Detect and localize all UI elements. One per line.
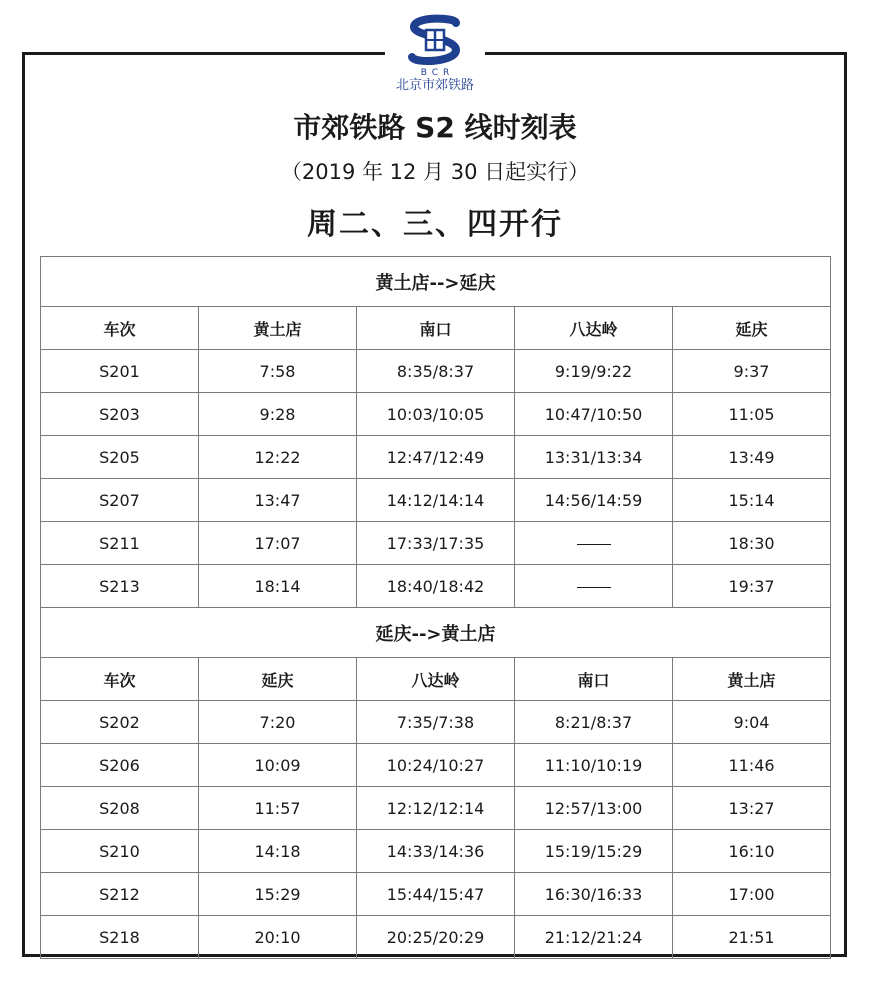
train-number: S201: [41, 350, 199, 393]
time-cell: 12:47/12:49: [357, 436, 515, 479]
logo-abbreviation: BCR: [420, 68, 455, 78]
section-title: 黄土店-->延庆: [41, 257, 831, 307]
bcr-logo: [385, 6, 485, 104]
time-cell: 21:12/21:24: [515, 916, 673, 959]
time-cell: 18:30: [673, 522, 831, 565]
column-header: 车次: [41, 307, 199, 350]
time-cell: 15:29: [199, 873, 357, 916]
time-cell: 13:27: [673, 787, 831, 830]
time-cell: 15:44/15:47: [357, 873, 515, 916]
time-cell: 15:19/15:29: [515, 830, 673, 873]
time-cell: 13:49: [673, 436, 831, 479]
time-cell: 17:33/17:35: [357, 522, 515, 565]
time-cell: 15:14: [673, 479, 831, 522]
section-header-row: [41, 608, 831, 658]
table-row: [41, 565, 831, 608]
train-number: S207: [41, 479, 199, 522]
time-cell: 9:37: [673, 350, 831, 393]
time-cell: 20:10: [199, 916, 357, 959]
table-row: [41, 393, 831, 436]
no-stop-cell: [515, 565, 673, 608]
time-cell: 21:51: [673, 916, 831, 959]
train-number: S206: [41, 744, 199, 787]
time-cell: 7:20: [199, 701, 357, 744]
table-row: [41, 744, 831, 787]
time-cell: 16:30/16:33: [515, 873, 673, 916]
time-cell: 17:00: [673, 873, 831, 916]
column-header: 黄土店: [673, 658, 831, 701]
time-cell: 14:56/14:59: [515, 479, 673, 522]
logo-name: 北京市郊铁路: [395, 78, 474, 93]
section-header-row: [41, 257, 831, 307]
time-cell: 10:03/10:05: [357, 393, 515, 436]
table-row: [41, 916, 831, 959]
no-stop-dash: [577, 587, 611, 588]
time-cell: 11:05: [673, 393, 831, 436]
table-row: [41, 873, 831, 916]
time-cell: 8:35/8:37: [357, 350, 515, 393]
table-row: [41, 787, 831, 830]
time-cell: 13:31/13:34: [515, 436, 673, 479]
table-row: [41, 350, 831, 393]
time-cell: 7:35/7:38: [357, 701, 515, 744]
timetable: [40, 256, 831, 959]
time-cell: 12:12/12:14: [357, 787, 515, 830]
time-cell: 9:19/9:22: [515, 350, 673, 393]
train-number: S202: [41, 701, 199, 744]
time-cell: 10:09: [199, 744, 357, 787]
time-cell: 14:12/14:14: [357, 479, 515, 522]
time-cell: 20:25/20:29: [357, 916, 515, 959]
train-number: S203: [41, 393, 199, 436]
train-number: S208: [41, 787, 199, 830]
table-row: [41, 479, 831, 522]
time-cell: 12:22: [199, 436, 357, 479]
time-cell: 14:33/14:36: [357, 830, 515, 873]
train-number: S210: [41, 830, 199, 873]
effective-date: （2019 年 12 月 30 日起实行）: [280, 160, 590, 184]
time-cell: 7:58: [199, 350, 357, 393]
column-header: 延庆: [673, 307, 831, 350]
time-cell: 10:24/10:27: [357, 744, 515, 787]
no-stop-dash: [577, 544, 611, 545]
no-stop-cell: [515, 522, 673, 565]
operating-days: 周二、三、四开行: [307, 207, 563, 242]
time-cell: 9:04: [673, 701, 831, 744]
time-cell: 10:47/10:50: [515, 393, 673, 436]
column-header: 八达岭: [357, 658, 515, 701]
column-header: 车次: [41, 658, 199, 701]
time-cell: 18:40/18:42: [357, 565, 515, 608]
time-cell: 8:21/8:37: [515, 701, 673, 744]
time-cell: 11:46: [673, 744, 831, 787]
time-cell: 19:37: [673, 565, 831, 608]
time-cell: 18:14: [199, 565, 357, 608]
time-cell: 11:57: [199, 787, 357, 830]
page-title: 市郊铁路 S2 线时刻表: [293, 111, 577, 144]
table-row: [41, 701, 831, 744]
train-number: S212: [41, 873, 199, 916]
time-cell: 9:28: [199, 393, 357, 436]
train-number: S213: [41, 565, 199, 608]
time-cell: 14:18: [199, 830, 357, 873]
section-title: 延庆-->黄土店: [41, 608, 831, 658]
train-number: S211: [41, 522, 199, 565]
train-number: S218: [41, 916, 199, 959]
column-header: 南口: [515, 658, 673, 701]
time-cell: 12:57/13:00: [515, 787, 673, 830]
column-header-row: [41, 307, 831, 350]
time-cell: 16:10: [673, 830, 831, 873]
time-cell: 13:47: [199, 479, 357, 522]
time-cell: 17:07: [199, 522, 357, 565]
table-row: [41, 522, 831, 565]
time-cell: 11:10/10:19: [515, 744, 673, 787]
train-number: S205: [41, 436, 199, 479]
column-header-row: [41, 658, 831, 701]
table-row: [41, 436, 831, 479]
table-row: [41, 830, 831, 873]
column-header: 延庆: [199, 658, 357, 701]
column-header: 南口: [357, 307, 515, 350]
column-header: 黄土店: [199, 307, 357, 350]
bcr-logo-icon: [406, 14, 464, 66]
column-header: 八达岭: [515, 307, 673, 350]
